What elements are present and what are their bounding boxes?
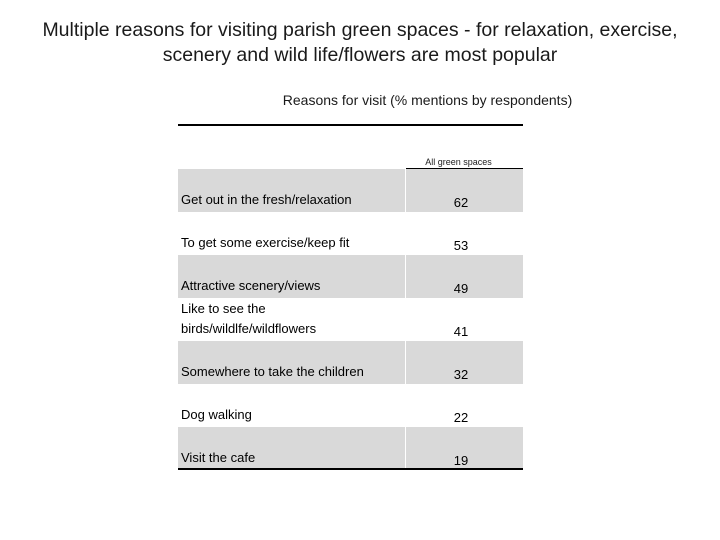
row-label-cell <box>178 384 405 427</box>
table-bottom-rule <box>178 468 523 470</box>
row-value: 49 <box>453 281 469 296</box>
row-value: 41 <box>453 324 469 339</box>
table-row <box>178 298 523 341</box>
row-value-cell <box>406 169 523 212</box>
row-label-cell <box>178 298 405 341</box>
table-row <box>178 341 523 384</box>
row-label: Visit the cafe <box>181 450 256 465</box>
row-label-cell <box>178 212 405 255</box>
row-label: Somewhere to take the children <box>181 364 364 379</box>
row-label: Attractive scenery/views <box>181 278 321 293</box>
row-value: 22 <box>453 410 469 425</box>
row-label: Like to see the birds/wildlfe/wildflowers <box>181 301 317 336</box>
row-label-cell <box>178 255 405 298</box>
data-table <box>178 124 523 470</box>
table-row <box>178 169 523 212</box>
table-top-rule <box>178 124 523 126</box>
row-label-cell <box>178 169 405 212</box>
row-value: 53 <box>453 238 469 253</box>
row-label-cell <box>178 427 405 470</box>
row-label: Get out in the fresh/relaxation <box>181 192 352 207</box>
row-value-cell <box>406 384 523 427</box>
table-row <box>178 212 523 255</box>
row-value-cell <box>406 427 523 470</box>
row-value: 19 <box>453 453 469 468</box>
table-row <box>178 384 523 427</box>
table-row <box>178 255 523 298</box>
row-value-cell <box>406 255 523 298</box>
table-row <box>178 427 523 470</box>
chart-subtitle: Reasons for visit (% mentions by respondents) <box>282 92 573 108</box>
column-header: All green spaces <box>425 157 492 167</box>
row-value-cell <box>406 212 523 255</box>
row-value-cell <box>406 298 523 341</box>
row-label: To get some exercise/keep fit <box>181 235 350 250</box>
chart-title: Multiple reasons for visiting parish green spaces - for relaxation, exercise, scenery and wild life/flowers are most popular <box>42 19 678 66</box>
row-label: Dog walking <box>181 407 252 422</box>
row-value: 62 <box>453 195 469 210</box>
row-label-cell <box>178 341 405 384</box>
row-value-cell <box>406 341 523 384</box>
row-value: 32 <box>453 367 469 382</box>
